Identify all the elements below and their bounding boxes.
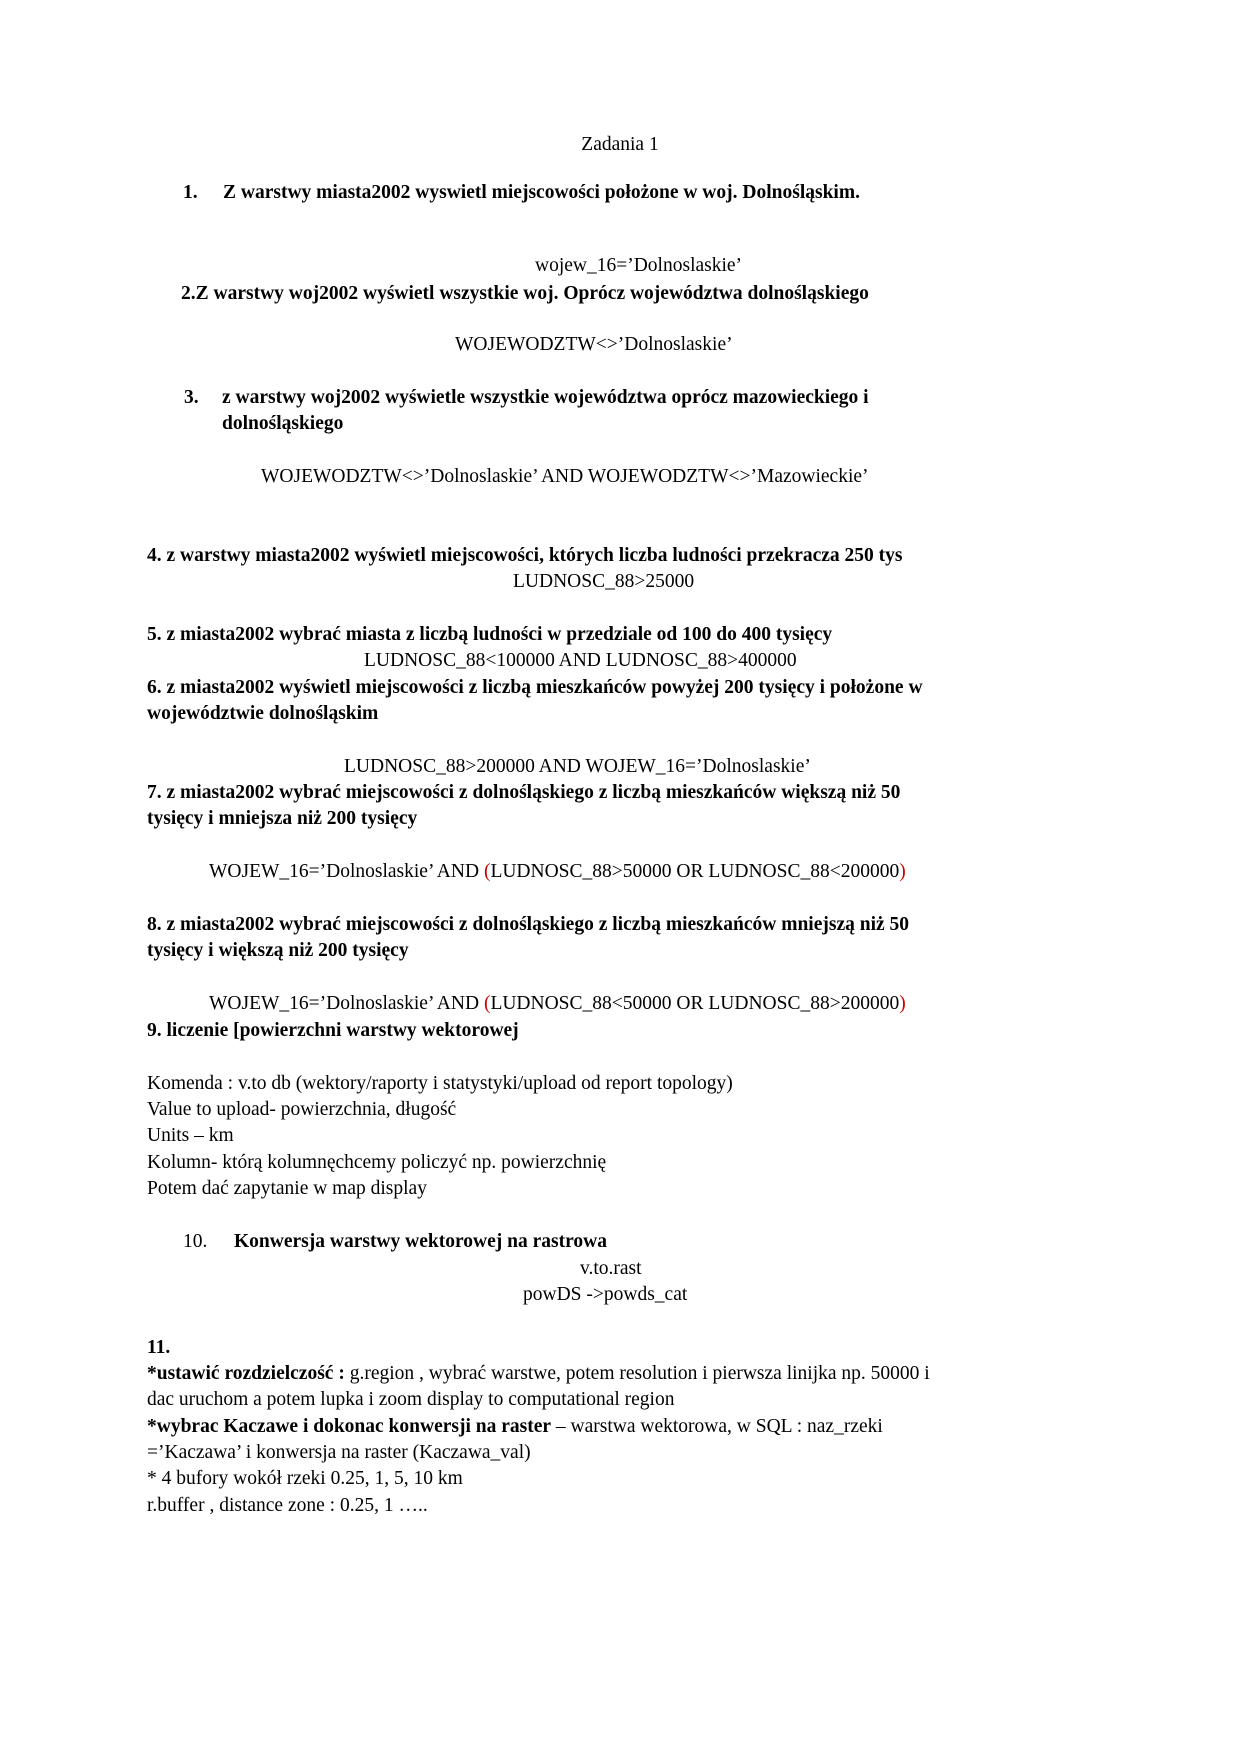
task-11-step-2-label: *wybrac Kaczawe i dokonac konwersji na raster	[147, 1416, 552, 1437]
task-9-line: Value to upload- powierzchnia, długość	[147, 1099, 457, 1120]
task-2-query: WOJEWODZTW<>’Dolnoslaskie’	[455, 334, 733, 355]
task-2-text: 2.Z warstwy woj2002 wyświetl wszystkie woj. Oprócz województwa dolnośląskiego	[181, 283, 869, 304]
task-8-paren-close: )	[899, 993, 906, 1014]
task-10-command-1: v.to.rast	[580, 1258, 642, 1279]
task-6-line-1: 6. z miasta2002 wyświetl miejscowości z liczbą mieszkańców powyżej 200 tysięcy i położone w	[147, 677, 923, 698]
document-title: Zadania 1	[581, 134, 659, 155]
task-7-query-prefix: WOJEW_16=’Dolnoslaskie’ AND	[209, 861, 484, 882]
task-9-heading: 9. liczenie [powierzchni warstwy wektorowej	[147, 1020, 519, 1041]
task-11-step-2-line-2: =’Kaczawa’ i konwersja na raster (Kaczawa_val)	[147, 1442, 531, 1463]
task-10-number: 10.	[183, 1231, 208, 1252]
task-9-line: Potem dać zapytanie w map display	[147, 1178, 427, 1199]
task-5-query: LUDNOSC_88<100000 AND LUDNOSC_88>400000	[364, 650, 797, 671]
task-6-line-2: województwie dolnośląskim	[147, 703, 379, 724]
task-3-number: 3.	[184, 387, 199, 408]
task-11-step-4: r.buffer , distance zone : 0.25, 1 …..	[147, 1495, 428, 1516]
task-3-line-2: dolnośląskiego	[222, 413, 344, 434]
task-11-number: 11.	[147, 1337, 171, 1358]
task-9-line: Units – km	[147, 1125, 234, 1146]
task-7-line-1: 7. z miasta2002 wybrać miejscowości z dolnośląskiego z liczbą mieszkańców większą niż 50	[147, 782, 901, 803]
task-10-command-2: powDS ->powds_cat	[523, 1284, 688, 1305]
task-8-line-2: tysięcy i większą niż 200 tysięcy	[147, 940, 409, 961]
task-8-query-condition: LUDNOSC_88<50000 OR LUDNOSC_88>200000	[490, 993, 900, 1014]
task-3-line-1: z warstwy woj2002 wyświetle wszystkie województwa oprócz mazowieckiego i	[222, 387, 869, 408]
task-1-text: Z warstwy miasta2002 wyswietl miejscowości położone w woj. Dolnośląskim.	[223, 182, 860, 203]
task-1-query: wojew_16=’Dolnoslaskie’	[535, 255, 743, 276]
task-11-step-2-text: – warstwa wektorowa, w SQL : naz_rzeki	[551, 1416, 883, 1437]
task-5-text: 5. z miasta2002 wybrać miasta z liczbą ludności w przedziale od 100 do 400 tysięcy	[147, 624, 833, 645]
task-4-query: LUDNOSC_88>25000	[513, 571, 695, 592]
task-7-paren-close: )	[899, 861, 906, 882]
task-4-text: 4. z warstwy miasta2002 wyświetl miejscowości, których liczba ludności przekracza 250 tys	[147, 545, 903, 566]
task-8-paren-open: (	[483, 993, 491, 1014]
task-11-step-3: * 4 bufory wokół rzeki 0.25, 1, 5, 10 km	[147, 1468, 463, 1489]
task-8-line-1: 8. z miasta2002 wybrać miejscowości z dolnośląskiego z liczbą mieszkańców mniejszą niż 50	[147, 914, 910, 935]
task-11-step-1-line-2: dac uruchom a potem lupka i zoom display to computational region	[147, 1389, 675, 1410]
task-9-line: Komenda : v.to db (wektory/raporty i statystyki/upload od report topology)	[147, 1073, 733, 1094]
task-9-line: Kolumn- którą kolumnęchcemy policzyć np. powierzchnię	[147, 1152, 607, 1173]
task-7-line-2: tysięcy i mniejsza niż 200 tysięcy	[147, 808, 418, 829]
task-10-text: Konwersja warstwy wektorowej na rastrowa	[234, 1231, 607, 1252]
task-11-step-1-text: g.region , wybrać warstwe, potem resolution i pierwsza linijka np. 50000 i	[349, 1363, 930, 1384]
task-11-step-1-label: *ustawić rozdzielczość :	[147, 1363, 350, 1384]
task-8-query	[209, 991, 906, 1017]
task-1-number: 1.	[183, 182, 198, 203]
task-8-query-prefix: WOJEW_16=’Dolnoslaskie’ AND	[209, 993, 484, 1014]
task-3-query: WOJEWODZTW<>’Dolnoslaskie’ AND WOJEWODZTW<>’Mazowieckie’	[261, 466, 869, 487]
task-6-query: LUDNOSC_88>200000 AND WOJEW_16=’Dolnoslaskie’	[344, 756, 811, 777]
task-11-step-1	[147, 1361, 930, 1387]
task-7-query-condition: LUDNOSC_88>50000 OR LUDNOSC_88<200000	[490, 861, 900, 882]
task-7-query	[209, 859, 906, 885]
task-11-step-2	[147, 1414, 883, 1440]
task-7-paren-open: (	[483, 861, 491, 882]
